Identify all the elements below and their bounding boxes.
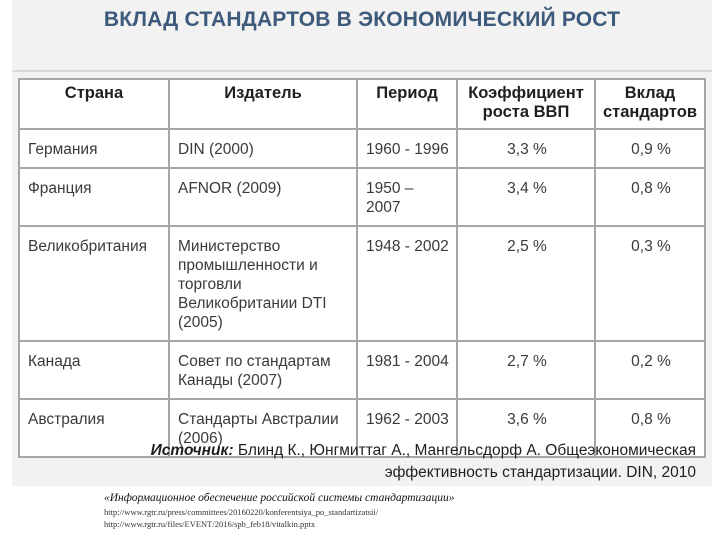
- cell-period: 1950 – 2007: [357, 168, 457, 226]
- cell-gdp-growth: 3,4 %: [457, 168, 595, 226]
- table-row: [19, 129, 705, 168]
- cell-contribution: 0,3 %: [595, 226, 705, 341]
- reference-link[interactable]: http://www.rgtr.ru/files/EVENT/2016/spb_feb18/vitalkin.pptx: [104, 519, 316, 529]
- standards-table: [18, 78, 706, 458]
- cell-publisher: AFNOR (2009): [169, 168, 357, 226]
- table-header-row: [19, 79, 705, 129]
- cell-publisher: Совет по стандартам Канады (2007): [169, 341, 357, 399]
- cell-period: 1960 - 1996: [357, 129, 457, 168]
- table-row: [19, 226, 705, 341]
- cell-contribution: 0,8 %: [595, 399, 705, 457]
- document-caption: «Информационное обеспечение российской системы стандартизации»: [104, 492, 455, 504]
- source-line-1: [130, 440, 696, 462]
- source-text-2: эффективность стандартизации. DIN, 2010: [384, 464, 696, 481]
- slide-title: ВКЛАД СТАНДАРТОВ В ЭКОНОМИЧЕСКИЙ РОСТ: [103, 8, 621, 31]
- cell-contribution: 0,9 %: [595, 129, 705, 168]
- cell-period: 1981 - 2004: [357, 341, 457, 399]
- cell-period: 1962 - 2003: [357, 399, 457, 457]
- header-publisher: Издатель: [169, 79, 357, 129]
- cell-publisher: DIN (2000): [169, 129, 357, 168]
- reference-link[interactable]: http://www.rgtr.ru/press/committees/20160220/konferentsiya_po_standartizatsii/: [104, 507, 379, 517]
- header-standards-contribution: Вклад стандартов: [595, 79, 705, 129]
- cell-publisher: Министерство промышленности и торговли Великобритании DTI (2005): [169, 226, 357, 341]
- left-margin: [0, 0, 12, 540]
- header-period: Период: [357, 79, 457, 129]
- cell-country: Канада: [19, 341, 169, 399]
- cell-gdp-growth: 2,7 %: [457, 341, 595, 399]
- cell-contribution: 0,2 %: [595, 341, 705, 399]
- source-note: [130, 440, 696, 484]
- header-gdp-growth: Коэффициент роста ВВП: [457, 79, 595, 129]
- cell-country: Франция: [19, 168, 169, 226]
- cell-gdp-growth: 2,5 %: [457, 226, 595, 341]
- cell-period: 1948 - 2002: [357, 226, 457, 341]
- cell-gdp-growth: 3,3 %: [457, 129, 595, 168]
- source-label: Источник:: [150, 442, 234, 459]
- header-country: Страна: [19, 79, 169, 129]
- table-row: [19, 341, 705, 399]
- cell-country: Австралия: [19, 399, 169, 457]
- cell-country: Великобритания: [19, 226, 169, 341]
- cell-gdp-growth: 3,6 %: [457, 399, 595, 457]
- cell-contribution: 0,8 %: [595, 168, 705, 226]
- table-row: [19, 168, 705, 226]
- cell-publisher: Стандарты Австралии (2006): [169, 399, 357, 457]
- title-divider: [12, 70, 712, 72]
- cell-country: Германия: [19, 129, 169, 168]
- source-text-1: Блинд К., Юнгмиттаг А., Мангельсдорф А. Общеэкономическая: [237, 442, 696, 459]
